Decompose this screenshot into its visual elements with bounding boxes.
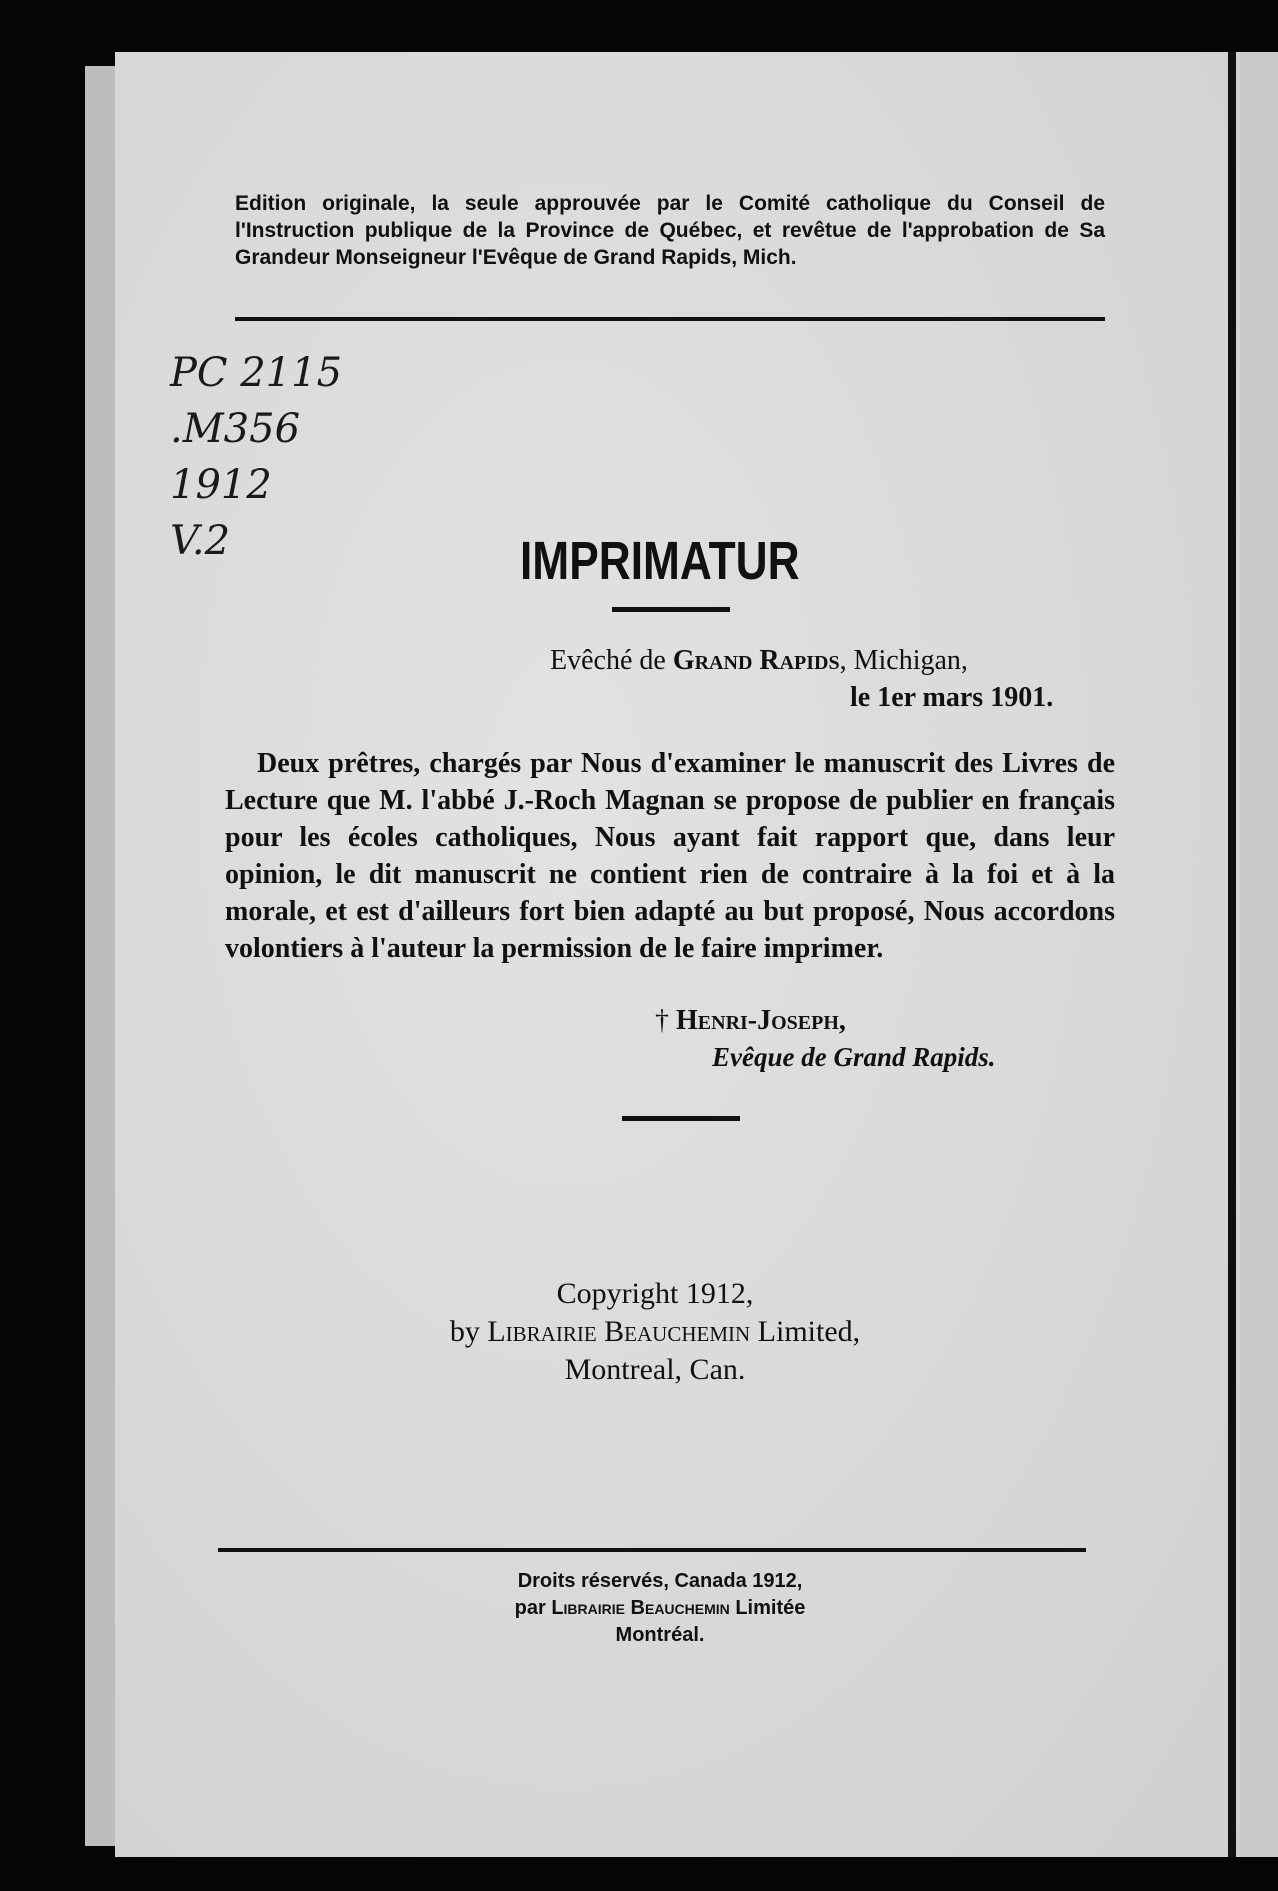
place-prefix: Evêché de bbox=[550, 645, 666, 676]
copyright-publisher: Librairie Beauchemin bbox=[487, 1315, 751, 1348]
handwritten-call-number bbox=[170, 345, 370, 569]
signature-rule bbox=[622, 1116, 740, 1121]
rights-publisher: Librairie Beauchemin bbox=[551, 1597, 730, 1619]
edition-note: Edition originale, la seule approuvée par le Comité catholique du Conseil de l'Instruction publique de la Province de Québec, et revêtue de l'approbation de Sa Grandeur Monseigneur l'Evêque de Grand Rapids, Mich. bbox=[235, 192, 1105, 269]
call-number-line: V.2 bbox=[170, 518, 231, 564]
copyright-publisher-line bbox=[390, 1313, 920, 1351]
call-number-line: .M356 bbox=[170, 406, 301, 452]
place-suffix: , Michigan, bbox=[839, 645, 968, 676]
copyright-block bbox=[390, 1275, 920, 1389]
copyright-city: Montreal, Can. bbox=[564, 1353, 746, 1386]
page-title: IMPRIMATUR bbox=[520, 531, 800, 591]
bottom-rule bbox=[218, 1548, 1086, 1552]
rights-limitee: Limitée bbox=[735, 1597, 806, 1619]
place-city: Grand Rapids bbox=[672, 645, 840, 676]
rights-line: Droits réservés, Canada 1912, bbox=[517, 1570, 803, 1592]
date-line: le 1er mars 1901. bbox=[850, 682, 1054, 713]
signature-name bbox=[655, 1005, 846, 1037]
place-line bbox=[550, 645, 968, 677]
signatory-title: Evêque de Grand Rapids. bbox=[712, 1042, 996, 1072]
page-left-edge bbox=[85, 66, 115, 1846]
rights-city: Montréal. bbox=[615, 1624, 705, 1646]
call-number-line: 1912 bbox=[170, 462, 272, 508]
top-rule bbox=[235, 317, 1105, 321]
call-number-line: PC 2115 bbox=[170, 350, 343, 396]
copyright-line: Copyright 1912, bbox=[556, 1277, 754, 1310]
page-divider bbox=[1228, 52, 1236, 1857]
cross-symbol: † bbox=[655, 1005, 669, 1036]
copyright-by: by bbox=[449, 1315, 480, 1348]
imprimatur-body: Deux prêtres, chargés par Nous d'examiner le manuscrit des Livres de Lecture que M. l'abbé J.-Roch Magnan se propose de publier en français pour les écoles catholiques, Nous ayant fait rapport que, dans leur opinion, le dit manuscrit ne contient rien de contraire à la foi et à la morale, et est d'ailleurs fort bien adapté au but proposé, Nous accordons volontiers à l'auteur la permission de le faire imprimer. bbox=[225, 748, 1115, 964]
title-rule bbox=[612, 607, 730, 612]
rights-par: par bbox=[514, 1597, 546, 1619]
signatory-name: Henri-Joseph, bbox=[676, 1005, 846, 1036]
rights-publisher-line bbox=[360, 1595, 960, 1622]
adjacent-page-edge bbox=[1240, 52, 1278, 1857]
copyright-limited: Limited, bbox=[757, 1315, 861, 1348]
rights-block bbox=[360, 1568, 960, 1649]
